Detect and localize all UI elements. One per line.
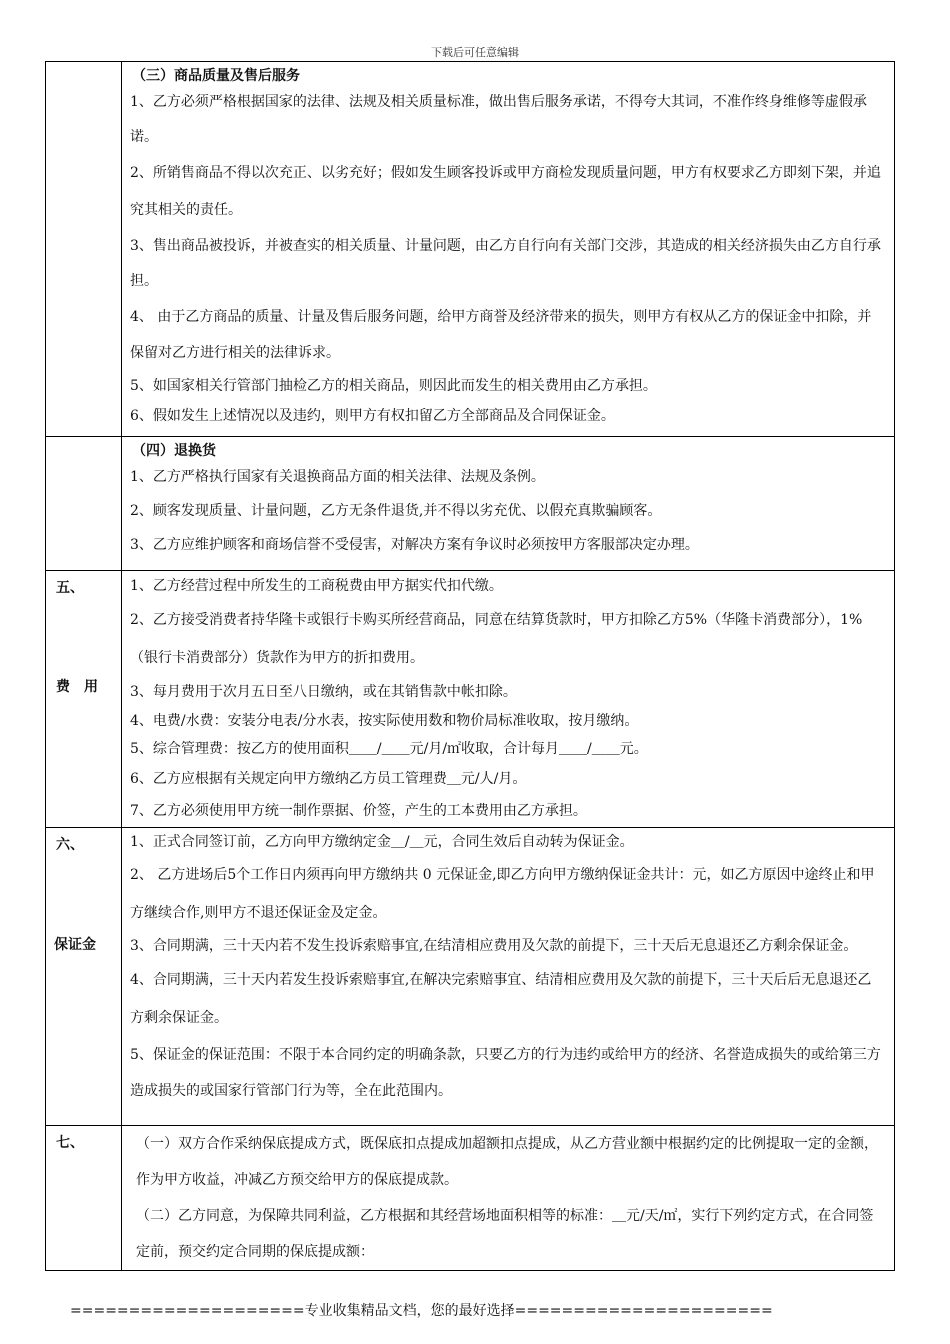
section-7-item-2: （二）乙方同意，为保障共同利益，乙方根据和其经营场地面积相等的标准：＿元/天/㎡，实行下列约定方式，在合同签定前，预交约定合同期的保底提成额： xyxy=(136,1208,874,1260)
section-7-item-1: （一）双方合作采纳保底提成方式，既保底扣点提成加超额扣点提成，从乙方营业额中根据约定的比例提取一定的金额，作为甲方收益，冲减乙方预交给甲方的保底提成款。 xyxy=(136,1136,878,1188)
section-3-item-5: 5、如国家相关行管部门抽检乙方的相关商品，则因此而发生的相关费用由乙方承担。 xyxy=(130,378,657,394)
section-5-item-6: 6、乙方应根据有关规定向甲方缴纳乙方员工管理费＿元/人/月。 xyxy=(130,771,527,787)
section-3-row xyxy=(46,62,895,437)
contract-table xyxy=(45,61,895,1271)
section-3-item-2: 2、所销售商品不得以次充正、以劣充好；假如发生顾客投诉或甲方商检发现质量问题，甲方有权要求乙方即刻下架，并追究其相关的责任。 xyxy=(130,165,881,218)
section-4-label-cell xyxy=(46,437,122,571)
section-5-item-4: 4、电费/水费：安装分电表/分水表，按实际使用数和物价局标准收取，按月缴纳。 xyxy=(130,713,639,729)
section-7-content xyxy=(122,1126,895,1271)
section-5-item-7: 7、乙方必须使用甲方统一制作票据、价签，产生的工本费用由乙方承担。 xyxy=(130,803,587,819)
section-3-item-4: 4、 由于乙方商品的质量、计量及售后服务问题，给甲方商誉及经济带来的损失，则甲方有权从乙方的保证金中扣除，并保留对乙方进行相关的法律诉求。 xyxy=(130,309,872,361)
section-7-number: 七、 xyxy=(56,1135,84,1151)
section-3-item-6: 6、假如发生上述情况以及违约，则甲方有权扣留乙方全部商品及合同保证金。 xyxy=(130,408,615,424)
section-4-content xyxy=(122,437,895,571)
page-header: 下载后可任意编辑 xyxy=(431,46,519,59)
section-6-item-1: 1、正式合同签订前，乙方向甲方缴纳定金＿/＿元，合同生效后自动转为保证金。 xyxy=(130,834,634,850)
section-4-row xyxy=(46,437,895,571)
section-6-content xyxy=(122,828,895,1126)
section-5-item-5: 5、综合管理费：按乙方的使用面积＿＿/＿＿元/月/㎡收取，合计每月＿＿/＿＿元。 xyxy=(130,741,648,757)
section-4-item-3: 3、乙方应维护顾客和商场信誉不受侵害，对解决方案有争议时必须按甲方客服部决定办理。 xyxy=(130,537,699,553)
section-4-title: （四）退换货 xyxy=(132,443,216,459)
section-6-item-5: 5、保证金的保证范围：不限于本合同约定的明确条款，只要乙方的行为违约或给甲方的经济、名誉造成损失的或给第三方造成损失的或国家行管部门行为等，全在此范围内。 xyxy=(130,1047,881,1099)
section-6-item-4: 4、合同期满，三十天内若发生投诉索赔事宜,在解决完索赔事宜、结清相应费用及欠款的前提下，三十天后后无息退还乙方剩余保证金。 xyxy=(130,972,872,1026)
section-4-item-2: 2、顾客发现质量、计量问题，乙方无条件退货,并不得以劣充优、以假充真欺骗顾客。 xyxy=(130,503,662,519)
section-5-item-2: 2、乙方接受消费者持华隆卡或银行卡购买所经营商品，同意在结算货款时，甲方扣除乙方5%（华隆卡消费部分），1%（银行卡消费部分）货款作为甲方的折扣费用。 xyxy=(130,612,863,666)
section-3-item-1: 1、乙方必须严格根据国家的法律、法规及相关质量标准，做出售后服务承诺，不得夸大其词，不准作终身维修等虚假承诺。 xyxy=(130,94,867,145)
section-6-name: 保证金 xyxy=(54,937,96,953)
section-3-title: （三）商品质量及售后服务 xyxy=(132,68,300,84)
section-5-row xyxy=(46,571,895,828)
section-5-label-cell xyxy=(46,571,122,828)
page-footer: ====================专业收集精品文档，您的最好选择====================== xyxy=(70,1303,773,1319)
section-6-label-cell xyxy=(46,828,122,1126)
section-5-name: 费 用 xyxy=(56,679,98,695)
section-5-item-1: 1、乙方经营过程中所发生的工商税费由甲方据实代扣代缴。 xyxy=(130,578,503,594)
section-6-item-2: 2、 乙方进场后5个工作日内须再向甲方缴纳共 0 元保证金,即乙方向甲方缴纳保证金共计：元，如乙方原因中途终止和甲方继续合作,则甲方不退还保证金及定金。 xyxy=(130,867,875,921)
section-7-row xyxy=(46,1126,895,1271)
section-6-number: 六、 xyxy=(56,837,84,853)
section-3-content xyxy=(122,62,895,437)
section-6-item-3: 3、合同期满，三十天内若不发生投诉索赔事宜,在结清相应费用及欠款的前提下，三十天后无息退还乙方剩余保证金。 xyxy=(130,938,858,954)
section-5-item-3: 3、每月费用于次月五日至八日缴纳，或在其销售款中帐扣除。 xyxy=(130,684,517,700)
section-4-item-1: 1、乙方严格执行国家有关退换商品方面的相关法律、法规及条例。 xyxy=(130,469,545,485)
section-3-item-3: 3、售出商品被投诉，并被查实的相关质量、计量问题，由乙方自行向有关部门交涉，其造成的相关经济损失由乙方自行承担。 xyxy=(130,238,881,289)
section-6-row xyxy=(46,828,895,1126)
section-3-label-cell xyxy=(46,62,122,437)
section-5-content xyxy=(122,571,895,828)
section-7-label-cell xyxy=(46,1126,122,1271)
section-5-number: 五、 xyxy=(56,580,84,596)
